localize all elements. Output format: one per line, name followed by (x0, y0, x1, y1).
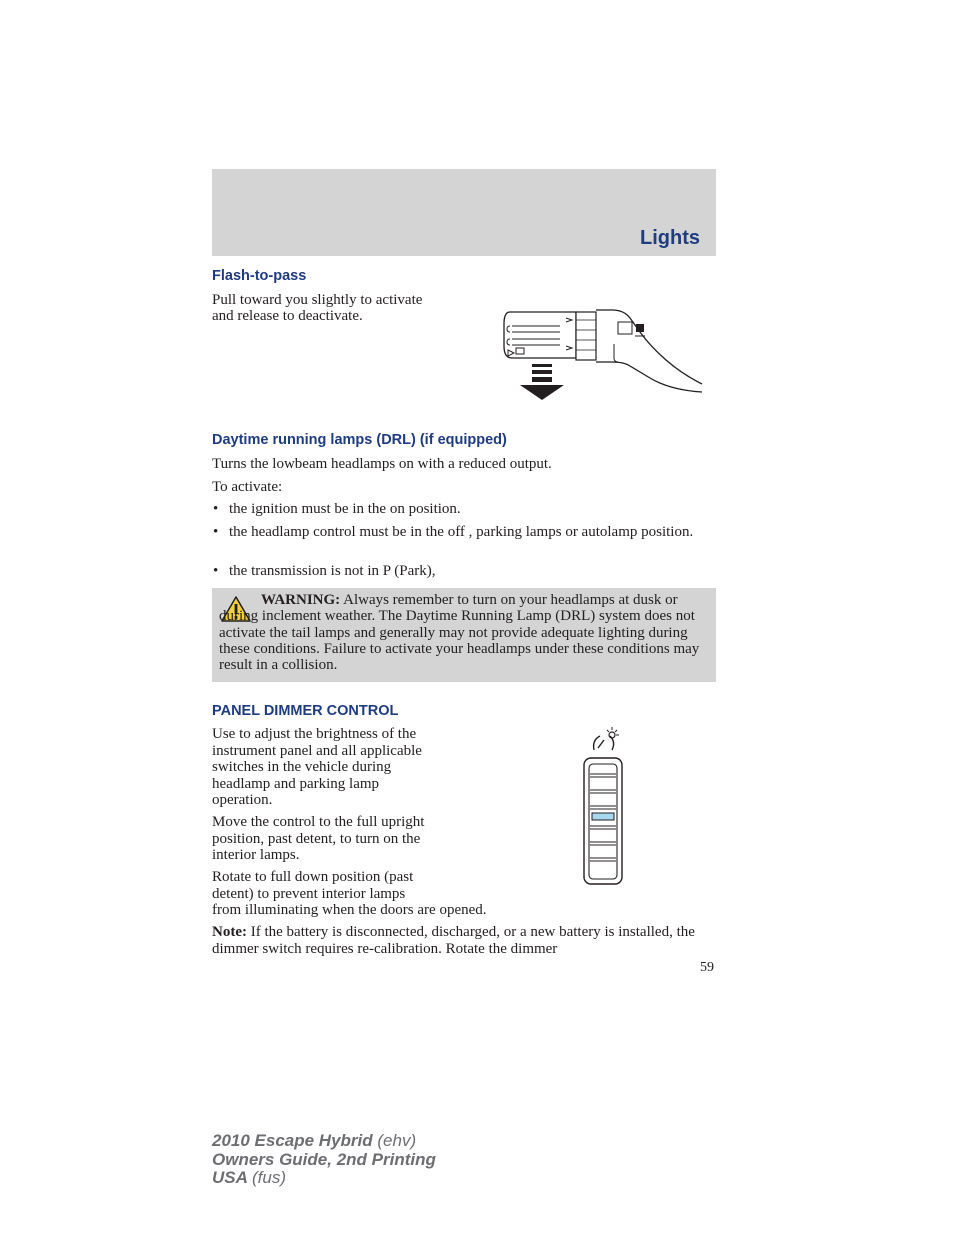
down-arrow-icon (518, 362, 566, 402)
document-footer (212, 1132, 436, 1188)
section-title: Lights (640, 227, 700, 249)
text-line: Use to adjust the brightness of the (212, 726, 417, 742)
page-number: 59 (700, 960, 714, 975)
list-item (212, 501, 712, 518)
text-line: instrument panel and all applicable (212, 742, 422, 759)
section-header-band (212, 169, 716, 256)
text-line: position, past detent, to turn on the (212, 830, 421, 847)
drl-to-activate: To activate: (212, 479, 283, 495)
drl-intro: Turns the lowbeam headlamps on with a reduced output. (212, 456, 552, 472)
footer-line-2: Owners Guide, 2nd Printing (212, 1149, 436, 1169)
footer-line-1 (212, 1132, 436, 1151)
panel-dimmer-paragraph-1 (212, 726, 422, 809)
bullet-marker: • (213, 501, 219, 517)
bullet-marker: • (213, 563, 219, 579)
note-paragraph (212, 924, 712, 957)
warning-text (219, 592, 704, 673)
text-line: operation. (212, 792, 273, 808)
panel-dimmer-paragraph-2 (212, 814, 424, 864)
panel-dimmer-illustration (576, 726, 632, 888)
footer-model-code: (ehv) (377, 1131, 417, 1150)
flash-to-pass-heading: Flash-to-pass (212, 268, 307, 284)
text-line: Move the control to the full upright (212, 814, 425, 830)
drl-heading: Daytime running lamps (DRL) (if equipped) (212, 432, 507, 448)
text-line: Rotate to full down position (past (212, 869, 414, 885)
bullet-text: the headlamp control must be in the off , parking lamps or autolamp position. (229, 524, 694, 540)
note-label: Note: (212, 924, 247, 940)
panel-dimmer-paragraph-3 (212, 869, 487, 919)
footer-line-3 (212, 1169, 436, 1188)
note-text: If the battery is disconnected, discharged, or a new battery is installed, the dimmer switch requires re-calibration. Rotate the dimmer (212, 924, 695, 957)
text-line: headlamp and parking lamp (212, 775, 380, 792)
warning-label: WARNING: (261, 592, 341, 608)
text-line: interior lamps. (212, 847, 300, 863)
bullet-text: the transmission is not in P (Park), (229, 563, 436, 579)
list-item (212, 563, 712, 580)
list-item (212, 524, 716, 541)
panel-dimmer-heading: PANEL DIMMER CONTROL (212, 703, 399, 719)
panel-dimmer-icon (594, 727, 619, 750)
text-line: detent) to prevent interior lamps (212, 885, 406, 902)
warning-body: Always remember to turn on your headlamps at dusk or during inclement weather. The Daytime Running Lamp (DRL) system does not activate the tail lamps and generally may not provide adequate lighting during these conditions. Failure to activate your headlamps under these conditions may result in a collision. (219, 592, 700, 674)
bullet-marker: • (213, 524, 219, 540)
text-line: from illuminating when the doors are opened. (212, 902, 487, 918)
flash-to-pass-line-2: and release to deactivate. (212, 308, 363, 324)
text-line: switches in the vehicle during (212, 759, 392, 775)
footer-market-code: (fus) (252, 1168, 286, 1187)
bullet-text: the ignition must be in the on position. (229, 501, 461, 517)
warning-box (212, 588, 716, 682)
flash-to-pass-line-1: Pull toward you slightly to activate (212, 292, 423, 308)
footer-market: USA (212, 1168, 248, 1187)
footer-model: 2010 Escape Hybrid (212, 1131, 373, 1150)
